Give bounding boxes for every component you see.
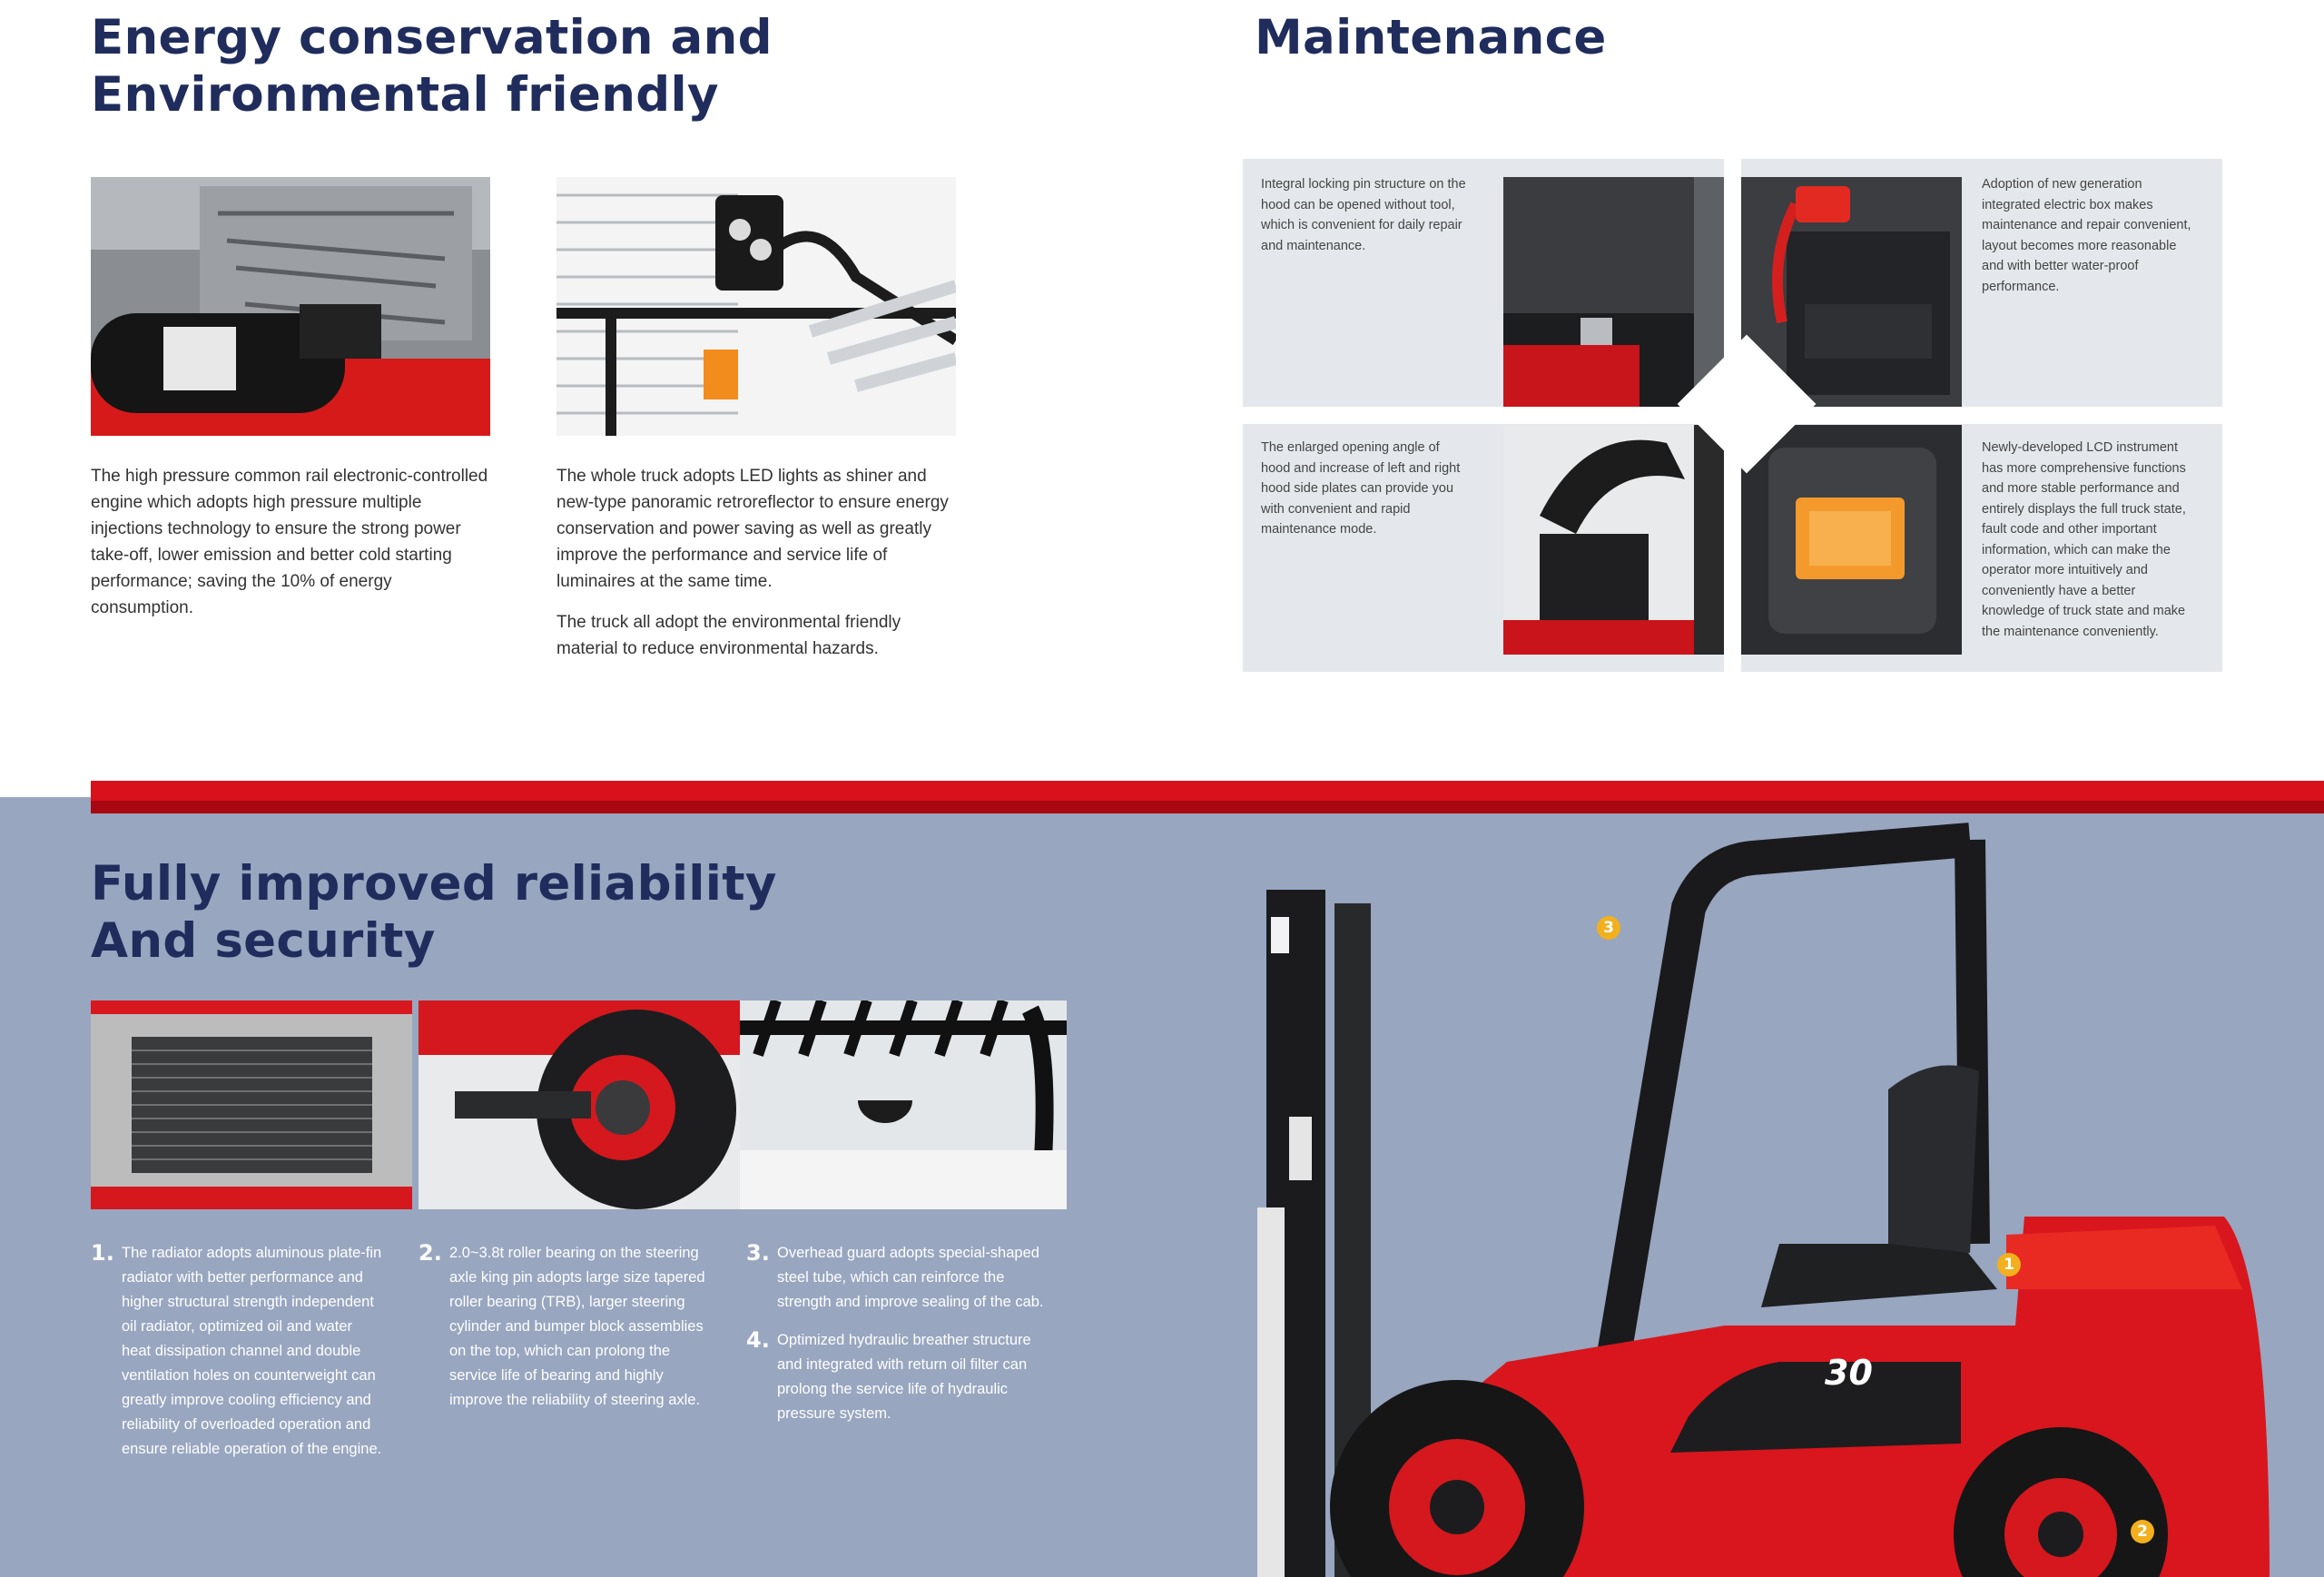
reliability-num-2: 2.	[419, 1240, 442, 1266]
energy-title	[91, 9, 773, 123]
energy-title-line2: Environmental friendly	[91, 67, 719, 123]
steering-axle-photo	[419, 1000, 740, 1209]
engine-description: The high pressure common rail electronic-controlled engine which adopts high pressure multiple injections technology to ensure the strong power take-off, lower emission and better cold starting performance; saving the 10% of energy consumption.	[91, 467, 488, 617]
forklift-model-label: 30	[1825, 1353, 1873, 1393]
reliability-text-3: Overhead guard adopts special-shaped steel tube, which can reinforce the strength and improve sealing of the cab.	[777, 1245, 1044, 1310]
led-light-photo	[556, 177, 956, 436]
hood-open-photo	[1503, 425, 1724, 655]
reliability-num-3: 3.	[746, 1240, 770, 1266]
engine-photo	[91, 177, 490, 436]
overhead-guard-photo	[740, 1000, 1067, 1209]
radiator-photo	[91, 1000, 412, 1209]
led-description: The whole truck adopts LED lights as shiner and new-type panoramic retroreflector to ensure energy conservation and power saving as well as greatly improve the performance and service life of luminaires at the same time.	[556, 467, 949, 591]
reliability-title	[91, 855, 777, 970]
red-divider-shadow	[91, 801, 2324, 813]
forklift-badge-2: 2	[2131, 1520, 2154, 1543]
forklift-illustration	[1216, 817, 2324, 1577]
reliability-text-1: The radiator adopts aluminous plate-fin radiator with better performance and higher structural strength independent oil radiator, optimized oil and water heat dissipation channel and double ventilation holes on counterweight can greatly improve cooling efficiency and reliability of overloaded operation and ensure reliable operation of the engine.	[122, 1245, 382, 1457]
reliability-title-line1: Fully improved reliability	[91, 856, 777, 912]
forklift-badge-3: 3	[1597, 916, 1620, 940]
reliability-text-4: Optimized hydraulic breather structure and integrated with return oil filter can prolong the service life of hydraulic pressure system.	[777, 1332, 1031, 1422]
maintenance-text-3: The enlarged opening angle of hood and increase of left and right hood side plates can provide you with convenient and rapid maintenance mode.	[1261, 440, 1461, 537]
reliability-text-2: 2.0~3.8t roller bearing on the steering axle king pin adopts large size tapered roller bearing (TRB), larger steering cylinder and bumper block assemblies on the top, which can prolong the service life of bearing and highly improve the reliability of steering axle.	[449, 1245, 705, 1408]
maintenance-text-1: Integral locking pin structure on the hood can be opened without tool, which is convenient for daily repair and maintenance.	[1261, 177, 1466, 253]
reliability-num-1: 1.	[91, 1240, 114, 1266]
lcd-instrument-photo	[1741, 425, 1962, 655]
maintenance-text-2: Adoption of new generation integrated electric box makes maintenance and repair convenient, layout becomes more reasonable and with better water-proof performance.	[1982, 177, 2191, 294]
maintenance-text-4: Newly-developed LCD instrument has more comprehensive functions and more stable performance and entirely displays the full truck state, fault code and other important information, which can make the operator more intuitively and conveniently have a better knowledge of truck state and make the maintenance conveniently.	[1982, 440, 2186, 639]
forklift-badge-1: 1	[1997, 1253, 2021, 1276]
red-divider-bar	[91, 781, 2324, 801]
reliability-title-line2: And security	[91, 913, 436, 969]
material-description: The truck all adopt the environmental friendly material to reduce environmental hazards.	[556, 613, 901, 658]
reliability-num-4: 4.	[746, 1327, 770, 1353]
maintenance-title: Maintenance	[1255, 10, 1607, 65]
hood-lock-photo	[1503, 177, 1724, 407]
energy-title-line1: Energy conservation and	[91, 10, 773, 65]
